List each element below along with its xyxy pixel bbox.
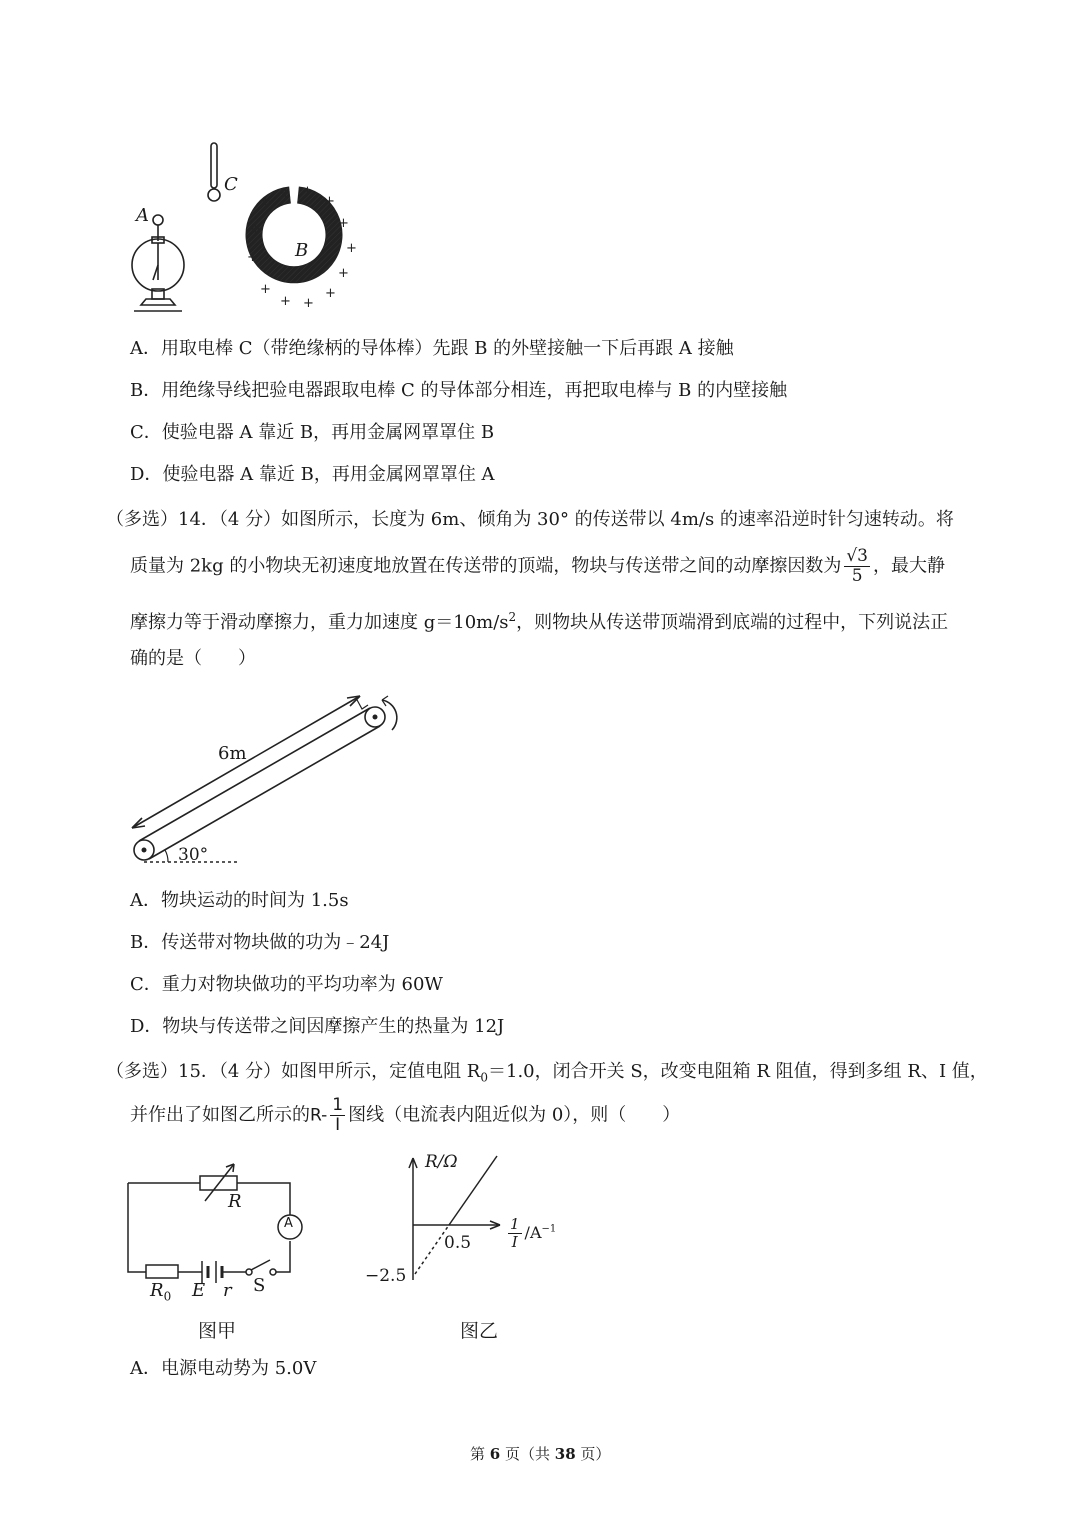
q14-stem-line3: 摩擦力等于滑动摩擦力，重力加速度 $g=10m/s^2$，则物块从传送带顶端滑到底端的过程中，下列说法正 xyxy=(130,610,949,633)
graph-y-mark: −2.5 xyxy=(365,1266,407,1286)
svg-text:+: + xyxy=(338,266,349,281)
q14-stem-line1: （多选）14．（4 分）如图所示，长度为 6m、倾角为 30° 的传送带以 4m/s 的速率沿逆时针匀速转动。将 xyxy=(106,509,954,530)
q13-option-d: D．使验电器 A 靠近 B，再用金属网罩罩住 A xyxy=(130,464,495,485)
svg-text:+: + xyxy=(303,296,314,311)
q14-stem-line4: 确的是（ ） xyxy=(130,648,256,669)
page-number: 6 xyxy=(489,1445,501,1463)
q14-text: ，最大静 xyxy=(872,555,945,577)
label-c: C xyxy=(224,174,238,195)
q15-fraction: $\frac{1}{I}$ xyxy=(332,1095,344,1135)
svg-text:+: + xyxy=(325,286,336,301)
circuit-label-r-internal: r xyxy=(223,1280,232,1301)
conveyor-length-label: 6m xyxy=(218,743,247,764)
svg-text:+: + xyxy=(280,294,291,309)
q14-option-c: C．重力对物块做功的平均功率为 60W xyxy=(130,974,443,995)
svg-text:+: + xyxy=(346,241,357,256)
label-b: B xyxy=(295,240,309,261)
circuit-label-r0: $R_0$ xyxy=(150,1280,172,1304)
svg-text:+: + xyxy=(338,216,349,231)
graph-y-axis-label: R/Ω xyxy=(425,1152,458,1172)
q15-stem-line1: （多选）15．（4 分）如图甲所示，定值电阻 $R_0=1.0$，闭合开关 S，改变电阻箱 R 阻值，得到多组 R、I 值， xyxy=(106,1061,988,1085)
svg-text:+: + xyxy=(302,184,313,199)
figure-circuit xyxy=(120,1160,310,1310)
svg-text:+: + xyxy=(247,250,258,265)
q13-option-a: A．用取电棒 C（带绝缘柄的导体棒）先跟 B 的外壁接触一下后再跟 A 接触 xyxy=(130,338,734,359)
q13-option-c: C．使验电器 A 靠近 B，再用金属网罩罩住 B xyxy=(130,422,495,443)
resistor-r0 xyxy=(146,1265,178,1278)
svg-text:+: + xyxy=(260,194,271,209)
r-minus: R- xyxy=(310,1105,328,1126)
q14-option-d: D．物块与传送带之间因摩擦产生的热量为 12J xyxy=(130,1016,505,1037)
figure-electroscope xyxy=(120,135,380,320)
electroscope-a xyxy=(132,215,184,311)
q15-option-a: A．电源电动势为 5.0V xyxy=(130,1358,317,1379)
svg-text:+: + xyxy=(260,282,271,297)
circuit-label-s: S xyxy=(253,1275,266,1296)
label-a: A xyxy=(136,205,149,226)
caption-figure-a: 图甲 xyxy=(198,1320,237,1342)
q13-option-b: B．用绝缘导线把验电器跟取电棒 C 的导体部分相连，再把取电棒与 B 的内壁接触 xyxy=(130,380,788,401)
conveyor-angle-label: 30° xyxy=(178,845,209,865)
q14-option-a: A．物块运动的时间为 1.5s xyxy=(130,890,349,911)
q14-option-b: B．传送带对物块做的功为﹣24J xyxy=(130,932,390,953)
rod-c xyxy=(208,143,220,201)
svg-text:+: + xyxy=(324,194,335,209)
svg-text:+: + xyxy=(250,222,261,237)
q14-stem-line2 xyxy=(130,548,945,585)
circuit-label-r: R xyxy=(228,1191,242,1212)
graph-x-mark: 0.5 xyxy=(444,1233,472,1253)
ammeter-label: A xyxy=(284,1216,293,1231)
q14-text: 质量为 2kg 的小物块无初速度地放置在传送带的顶端，物块与传送带之间的动摩擦因数为 xyxy=(130,555,842,577)
total-pages: 38 xyxy=(554,1445,576,1463)
q14-fraction: $\frac{√3}{5}$ xyxy=(846,546,868,586)
q15-stem-line2: 并作出了如图乙所示的R- $\frac{1}{I}$ 图线（电流表内阻近似为 0），则（ ） xyxy=(130,1095,681,1135)
svg-text:+: + xyxy=(280,186,291,201)
caption-figure-b: 图乙 xyxy=(460,1320,499,1342)
circuit-label-e: E xyxy=(192,1280,206,1301)
page-footer: 第 6 页（共 38 页） xyxy=(470,1445,611,1463)
graph-x-axis-label: $\frac{1}{I}$ $/A^{-1}$ xyxy=(510,1215,557,1251)
figure-conveyor xyxy=(120,680,420,880)
